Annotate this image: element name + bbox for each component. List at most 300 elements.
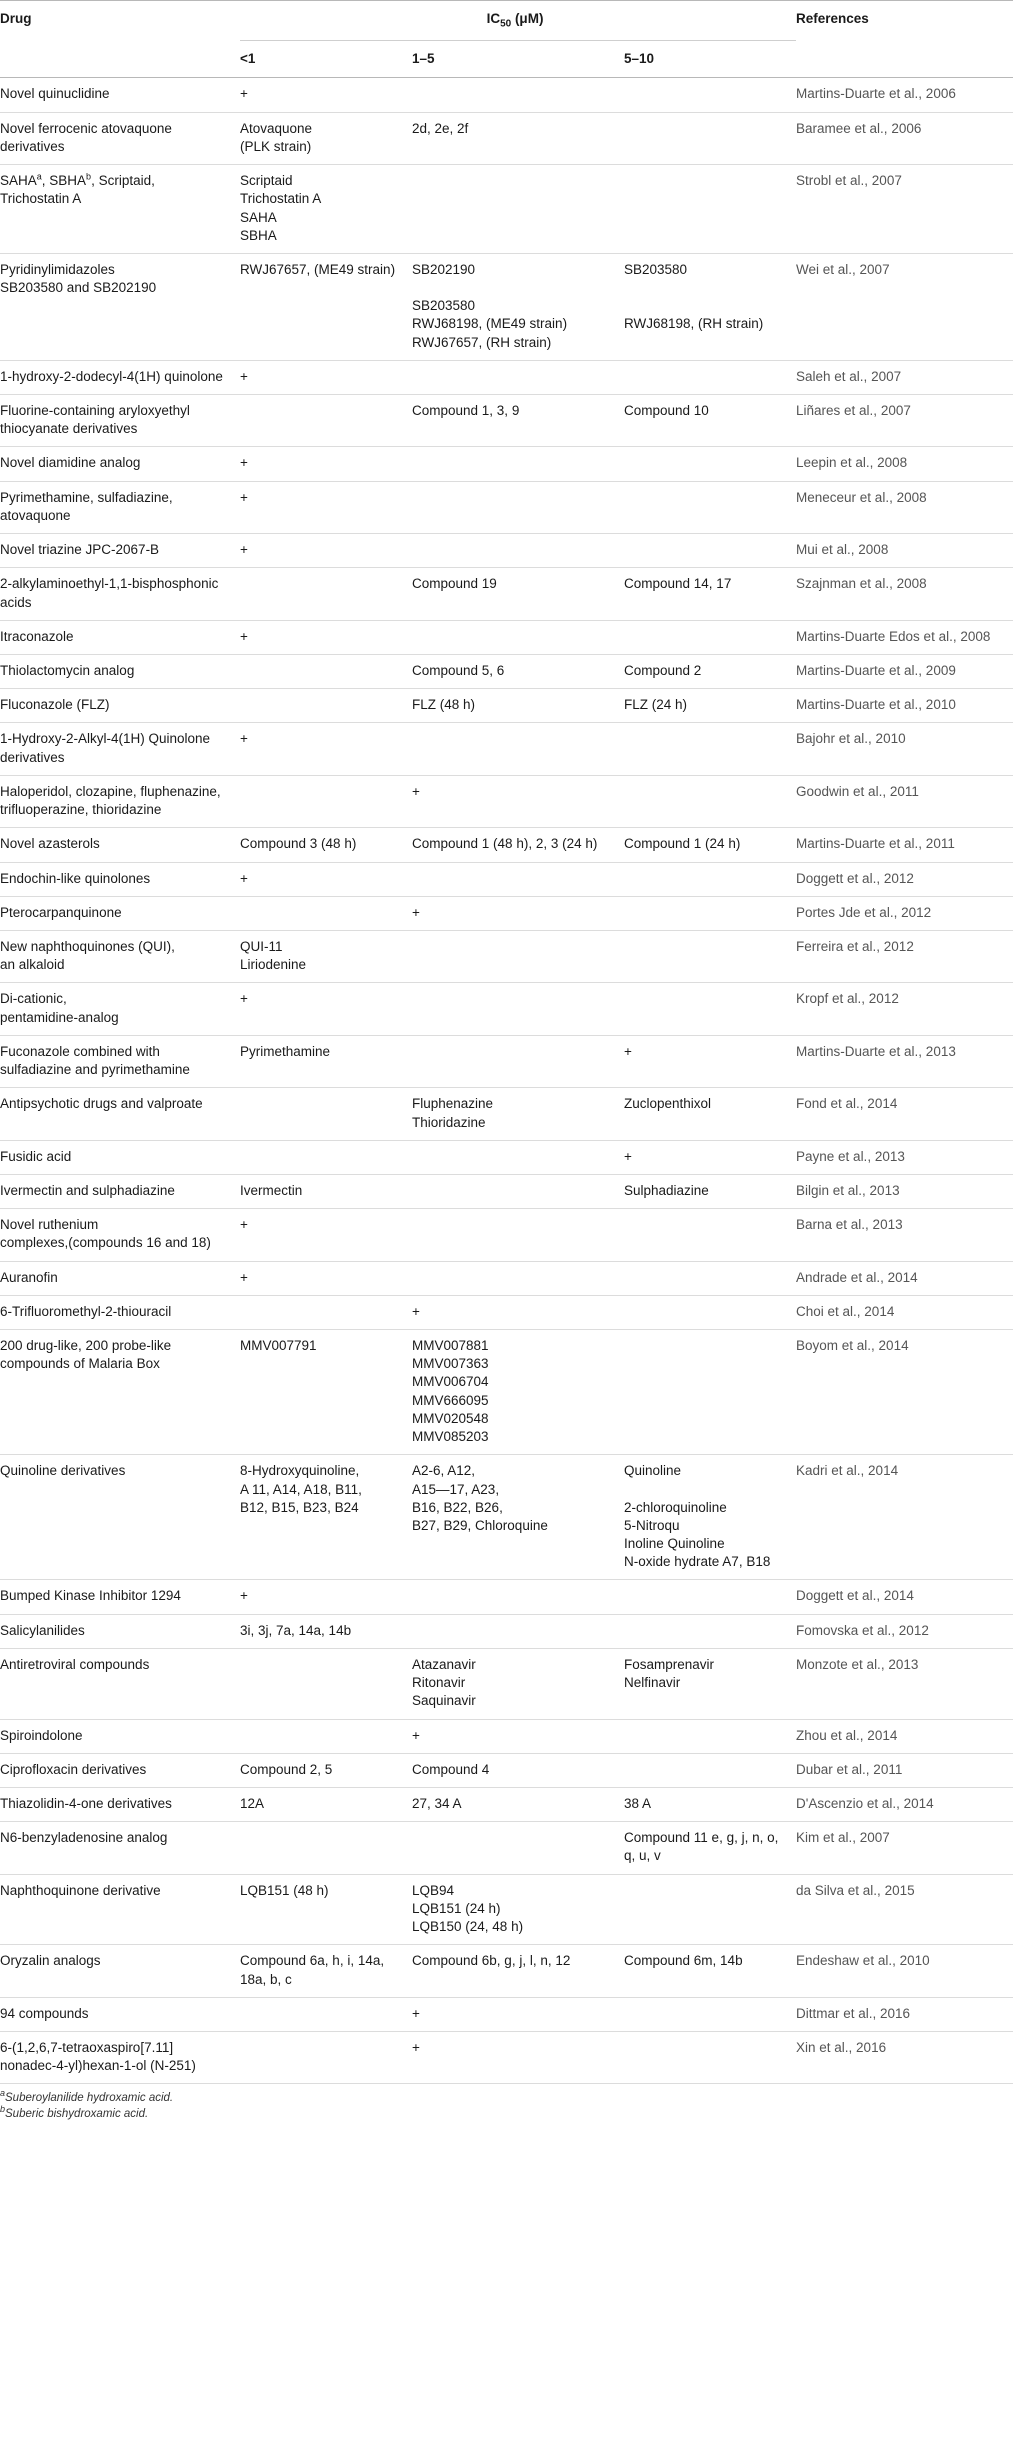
header-lt1: <1: [240, 41, 412, 78]
cell-line: Pyrimethamine: [240, 1043, 331, 1059]
cell-ic50-lt1: [240, 1261, 412, 1295]
cell-ic50-lt1: [240, 1580, 412, 1614]
cell-reference: Andrade et al., 2014: [796, 1261, 1013, 1295]
table-row: [0, 395, 1013, 447]
cell-ic50-5to10: [624, 1753, 796, 1787]
cell-reference: Bilgin et al., 2013: [796, 1174, 1013, 1208]
table-row: [0, 896, 1013, 930]
cell-reference: Bajohr et al., 2010: [796, 723, 1013, 775]
cell-line: Pterocarpanquinone: [0, 904, 122, 920]
cell-line: Quinoline derivatives: [0, 1463, 126, 1479]
cell-line: Antiretroviral compounds: [0, 1656, 150, 1672]
table-row: [0, 1945, 1013, 1997]
cell-ic50-lt1: [240, 165, 412, 254]
cell-line: 12A: [240, 1795, 265, 1811]
cell-line: RWJ67657, (ME49 strain): [240, 261, 396, 277]
cell-gap: [624, 279, 790, 297]
cell-ic50-1to5: [412, 395, 624, 447]
cell-line: nonadec-4-yl)hexan-1-ol (N-251): [0, 2058, 196, 2074]
cell-line: A15—17, A23,: [412, 1481, 500, 1497]
cell-ic50-lt1: [240, 360, 412, 394]
header-5to10: 5–10: [624, 41, 796, 78]
cell-line: Ivermectin: [240, 1182, 303, 1198]
cell-line: Atazanavir: [412, 1656, 476, 1672]
cell-line: compounds of Malaria Box: [0, 1356, 160, 1372]
cell-line: +: [240, 1217, 248, 1233]
cell-drug: [0, 165, 240, 254]
table-row: [0, 1035, 1013, 1087]
cell-gap: [624, 1481, 790, 1499]
header-ref-spacer: [796, 41, 1013, 78]
cell-line: 6-(1,2,6,7-tetraoxaspiro[7.11]: [0, 2039, 174, 2055]
cell-reference: Leepin et al., 2008: [796, 447, 1013, 481]
cell-line: (PLK strain): [240, 138, 312, 154]
cell-line: SBHA: [240, 227, 277, 243]
drug-name-part: , SBHA: [41, 173, 87, 189]
cell-ic50-1to5: [412, 112, 624, 164]
cell-line: Compound 19: [412, 576, 497, 592]
cell-line: A2-6, A12,: [412, 1463, 476, 1479]
cell-line: complexes,(compounds 16 and 18): [0, 1235, 211, 1251]
cell-reference: Endeshaw et al., 2010: [796, 1945, 1013, 1997]
cell-ic50-1to5: [412, 1753, 624, 1787]
cell-drug: [0, 1261, 240, 1295]
cell-line: atovaquone: [0, 507, 71, 523]
cell-reference: Payne et al., 2013: [796, 1140, 1013, 1174]
cell-line: sulfadiazine and pyrimethamine: [0, 1062, 190, 1078]
cell-ic50-lt1: [240, 568, 412, 620]
cell-ic50-5to10: [624, 1035, 796, 1087]
cell-line: Sulphadiazine: [624, 1182, 709, 1198]
table-row: [0, 1822, 1013, 1874]
cell-reference: da Silva et al., 2015: [796, 1874, 1013, 1945]
table-row: [0, 1209, 1013, 1261]
cell-line: 5-Nitroqu: [624, 1517, 680, 1533]
cell-line: Bumped Kinase Inhibitor 1294: [0, 1588, 181, 1604]
header-ic50: [240, 1, 796, 41]
cell-ic50-lt1: [240, 447, 412, 481]
cell-reference: Barna et al., 2013: [796, 1209, 1013, 1261]
cell-ic50-lt1: [240, 1874, 412, 1945]
cell-ic50-5to10: [624, 620, 796, 654]
cell-ic50-1to5: [412, 1455, 624, 1580]
cell-line: Thioridazine: [412, 1114, 486, 1130]
cell-ic50-lt1: [240, 1997, 412, 2031]
cell-ic50-5to10: [624, 689, 796, 723]
cell-drug: [0, 862, 240, 896]
cell-drug: [0, 78, 240, 112]
cell-ic50-1to5: [412, 620, 624, 654]
cell-line: MMV666095: [412, 1392, 489, 1408]
cell-ic50-lt1: [240, 534, 412, 568]
cell-ic50-1to5: [412, 896, 624, 930]
table-row: [0, 534, 1013, 568]
cell-drug: [0, 1035, 240, 1087]
cell-drug: [0, 1580, 240, 1614]
cell-ic50-1to5: [412, 1787, 624, 1821]
cell-drug: [0, 723, 240, 775]
cell-reference: D'Ascenzio et al., 2014: [796, 1787, 1013, 1821]
cell-gap: [412, 279, 618, 297]
cell-ic50-5to10: [624, 828, 796, 862]
cell-line: +: [412, 1727, 420, 1743]
table-row: [0, 1261, 1013, 1295]
cell-ic50-5to10: [624, 1174, 796, 1208]
cell-ic50-5to10: [624, 930, 796, 982]
cell-ic50-lt1: [240, 1455, 412, 1580]
header-1to5: 1–5: [412, 41, 624, 78]
cell-ic50-lt1: [240, 828, 412, 862]
cell-reference: Ferreira et al., 2012: [796, 930, 1013, 982]
cell-line: Oryzalin analogs: [0, 1953, 101, 1969]
cell-ic50-lt1: [240, 620, 412, 654]
cell-ic50-lt1: [240, 1787, 412, 1821]
table-row: [0, 1997, 1013, 2031]
cell-ic50-1to5: [412, 723, 624, 775]
cell-ic50-5to10: [624, 447, 796, 481]
cell-ic50-1to5: [412, 447, 624, 481]
cell-line: Ivermectin and sulphadiazine: [0, 1182, 175, 1198]
cell-reference: Strobl et al., 2007: [796, 165, 1013, 254]
table-row: [0, 1614, 1013, 1648]
table-row: [0, 1580, 1013, 1614]
cell-drug: [0, 930, 240, 982]
cell-line: Naphthoquinone derivative: [0, 1882, 161, 1898]
cell-line: Quinoline: [624, 1463, 682, 1479]
cell-ic50-5to10: [624, 1945, 796, 1997]
cell-line: Compound 2, 5: [240, 1761, 333, 1777]
cell-ic50-5to10: [624, 775, 796, 827]
cell-line: SAHA: [240, 209, 277, 225]
cell-ic50-lt1: [240, 862, 412, 896]
cell-ic50-5to10: [624, 1140, 796, 1174]
cell-ic50-5to10: [624, 1648, 796, 1719]
cell-drug: [0, 828, 240, 862]
cell-line: N6-benzyladenosine analog: [0, 1830, 168, 1846]
cell-line: +: [412, 1303, 420, 1319]
cell-ic50-1to5: [412, 1614, 624, 1648]
cell-ic50-5to10: [624, 983, 796, 1035]
table-row: [0, 775, 1013, 827]
cell-line: q, u, v: [624, 1848, 661, 1864]
cell-reference: Goodwin et al., 2011: [796, 775, 1013, 827]
cell-line: MMV007881: [412, 1338, 489, 1354]
cell-ic50-1to5: [412, 655, 624, 689]
cell-line: Compound 11 e, g, j, n, o,: [624, 1830, 779, 1846]
cell-line: FLZ (48 h): [412, 697, 476, 713]
cell-ic50-lt1: [240, 723, 412, 775]
cell-ic50-lt1: [240, 1140, 412, 1174]
table-row: [0, 655, 1013, 689]
cell-line: 2d, 2e, 2f: [412, 120, 469, 136]
table-body: [0, 78, 1013, 2084]
cell-ic50-lt1: [240, 2031, 412, 2083]
cell-reference: Boyom et al., 2014: [796, 1330, 1013, 1455]
cell-line: Novel triazine JPC-2067-B: [0, 542, 160, 558]
cell-drug: [0, 568, 240, 620]
header-ic50-subscript: 50: [500, 18, 512, 30]
cell-ic50-1to5: [412, 1580, 624, 1614]
cell-ic50-1to5: [412, 930, 624, 982]
cell-ic50-1to5: [412, 1822, 624, 1874]
cell-ic50-5to10: [624, 395, 796, 447]
cell-line: Compound 6b, g, j, l, n, 12: [412, 1953, 571, 1969]
cell-line: [0, 172, 234, 190]
cell-ic50-5to10: [624, 1614, 796, 1648]
cell-line: Salicylanilides: [0, 1622, 85, 1638]
cell-reference: Fomovska et al., 2012: [796, 1614, 1013, 1648]
cell-line: Trichostatin A: [240, 191, 322, 207]
table-row: [0, 930, 1013, 982]
cell-reference: Szajnman et al., 2008: [796, 568, 1013, 620]
cell-ic50-1to5: [412, 983, 624, 1035]
cell-line: B16, B22, B26,: [412, 1499, 503, 1515]
cell-drug: [0, 1174, 240, 1208]
table-row: [0, 828, 1013, 862]
cell-ic50-lt1: [240, 689, 412, 723]
cell-line: +: [624, 1148, 632, 1164]
cell-line: +: [412, 2005, 420, 2021]
cell-ic50-5to10: [624, 655, 796, 689]
cell-reference: Martins-Duarte et al., 2009: [796, 655, 1013, 689]
cell-line: Ciprofloxacin derivatives: [0, 1761, 147, 1777]
cell-line: Auranofin: [0, 1269, 58, 1285]
cell-drug: [0, 896, 240, 930]
header-drug-spacer: [0, 41, 240, 78]
cell-line: pentamidine-analog: [0, 1009, 119, 1025]
cell-drug: [0, 1140, 240, 1174]
table-row: [0, 1140, 1013, 1174]
cell-ic50-1to5: [412, 828, 624, 862]
cell-drug: [0, 1455, 240, 1580]
table-row: [0, 1787, 1013, 1821]
table-row: [0, 165, 1013, 254]
cell-drug: [0, 2031, 240, 2083]
cell-line: SB203580 and SB202190: [0, 280, 157, 296]
cell-line: Compound 1 (48 h), 2, 3 (24 h): [412, 836, 598, 852]
cell-line: 18a, b, c: [240, 1971, 292, 1987]
cell-ic50-lt1: [240, 896, 412, 930]
cell-line: +: [240, 368, 248, 384]
table-row: [0, 620, 1013, 654]
table-row: [0, 112, 1013, 164]
cell-ic50-lt1: [240, 775, 412, 827]
cell-line: Di-cationic,: [0, 991, 67, 1007]
cell-ic50-lt1: [240, 1719, 412, 1753]
cell-drug: [0, 775, 240, 827]
cell-ic50-5to10: [624, 165, 796, 254]
cell-reference: Xin et al., 2016: [796, 2031, 1013, 2083]
cell-line: Compound 1 (24 h): [624, 836, 741, 852]
drug-name-part: SAHA: [0, 173, 37, 189]
cell-reference: Dubar et al., 2011: [796, 1753, 1013, 1787]
cell-line: Inoline Quinoline: [624, 1536, 725, 1551]
cell-drug: [0, 689, 240, 723]
cell-drug: [0, 983, 240, 1035]
cell-line: Nelfinavir: [624, 1675, 681, 1691]
cell-reference: Martins-Duarte et al., 2006: [796, 78, 1013, 112]
cell-reference: Kadri et al., 2014: [796, 1455, 1013, 1580]
cell-line: 2-alkylaminoethyl-1,1-bisphosphonic: [0, 576, 219, 592]
cell-line: MMV020548: [412, 1410, 489, 1426]
cell-line: Scriptaid: [240, 173, 293, 189]
cell-line: +: [240, 731, 248, 747]
cell-line: +: [240, 455, 248, 471]
cell-line: an alkaloid: [0, 957, 65, 973]
cell-line: Fosamprenavir: [624, 1656, 715, 1672]
cell-line: LQB150 (24, 48 h): [412, 1919, 524, 1935]
cell-ic50-5to10: [624, 723, 796, 775]
cell-ic50-5to10: [624, 1874, 796, 1945]
cell-ic50-5to10: [624, 1295, 796, 1329]
footnote-a-mark: a: [0, 2088, 6, 2099]
cell-ic50-lt1: [240, 1945, 412, 1997]
cell-reference: Martins-Duarte et al., 2011: [796, 828, 1013, 862]
header-ic50-label: IC: [486, 11, 501, 26]
cell-ic50-5to10: [624, 1088, 796, 1140]
cell-ic50-1to5: [412, 568, 624, 620]
cell-reference: Fond et al., 2014: [796, 1088, 1013, 1140]
cell-line: SB203580: [412, 298, 476, 314]
cell-line: B27, B29, Chloroquine: [412, 1518, 548, 1533]
drug-name-part: , Scriptaid,: [91, 173, 155, 189]
cell-reference: Meneceur et al., 2008: [796, 481, 1013, 533]
cell-ic50-lt1: [240, 1295, 412, 1329]
cell-line: Novel quinuclidine: [0, 86, 110, 102]
cell-line: 38 A: [624, 1795, 652, 1811]
cell-reference: Martins-Duarte Edos et al., 2008: [796, 620, 1013, 654]
cell-ic50-5to10: [624, 253, 796, 360]
cell-ic50-lt1: [240, 1648, 412, 1719]
cell-ic50-5to10: [624, 2031, 796, 2083]
table-row: [0, 481, 1013, 533]
cell-reference: Martins-Duarte et al., 2010: [796, 689, 1013, 723]
table-row: [0, 568, 1013, 620]
cell-line: Fluphenazine: [412, 1096, 494, 1112]
cell-ic50-1to5: [412, 534, 624, 568]
cell-drug: [0, 1787, 240, 1821]
cell-ic50-lt1: [240, 1753, 412, 1787]
cell-line: B12, B15, B23, B24: [240, 1499, 359, 1515]
table-row: [0, 1174, 1013, 1208]
cell-ic50-1to5: [412, 1035, 624, 1087]
cell-line: A 11, A14, A18, B11,: [240, 1481, 362, 1497]
cell-line: trifluoperazine, thioridazine: [0, 802, 162, 818]
cell-drug: [0, 1874, 240, 1945]
cell-ic50-1to5: [412, 689, 624, 723]
cell-line: Compound 3 (48 h): [240, 836, 357, 852]
cell-reference: Monzote et al., 2013: [796, 1648, 1013, 1719]
cell-line: Novel ruthenium: [0, 1217, 99, 1233]
cell-drug: [0, 360, 240, 394]
cell-line: thiocyanate derivatives: [0, 421, 138, 437]
cell-ic50-5to10: [624, 1209, 796, 1261]
cell-line: Compound 6m, 14b: [624, 1953, 743, 1969]
cell-line: Haloperidol, clozapine, fluphenazine,: [0, 783, 221, 799]
cell-line: Compound 4: [412, 1761, 490, 1777]
footnote-b: [0, 2106, 1013, 2122]
cell-ic50-5to10: [624, 534, 796, 568]
cell-line: 3i, 3j, 7a, 14a, 14b: [240, 1622, 352, 1638]
cell-line: +: [240, 1588, 248, 1604]
cell-ic50-lt1: [240, 1209, 412, 1261]
cell-line: 1-hydroxy-2-dodecyl-4(1H) quinolone: [0, 368, 223, 384]
cell-ic50-5to10: [624, 568, 796, 620]
cell-line: MMV007363: [412, 1356, 489, 1372]
cell-drug: [0, 253, 240, 360]
cell-reference: Martins-Duarte et al., 2013: [796, 1035, 1013, 1087]
cell-reference: Choi et al., 2014: [796, 1295, 1013, 1329]
cell-line: New naphthoquinones (QUI),: [0, 938, 175, 954]
cell-ic50-lt1: [240, 1822, 412, 1874]
cell-ic50-lt1: [240, 395, 412, 447]
cell-line: LQB151 (48 h): [240, 1882, 329, 1898]
cell-line: Saquinavir: [412, 1693, 476, 1709]
footnote-b-text: Suberic bishydroxamic acid.: [5, 2108, 149, 2121]
cell-line: RWJ67657, (RH strain): [412, 334, 552, 350]
cell-line: derivatives: [0, 749, 65, 765]
cell-drug: [0, 1997, 240, 2031]
cell-line: acids: [0, 594, 32, 610]
cell-reference: Zhou et al., 2014: [796, 1719, 1013, 1753]
cell-drug: [0, 655, 240, 689]
footnote-marker: a: [36, 171, 42, 182]
table-row: [0, 723, 1013, 775]
cell-line: +: [240, 489, 248, 505]
cell-ic50-1to5: [412, 360, 624, 394]
cell-line: Fuconazole combined with: [0, 1043, 160, 1059]
cell-line: 94 compounds: [0, 2005, 89, 2021]
cell-line: +: [240, 86, 248, 102]
cell-ic50-1to5: [412, 1719, 624, 1753]
cell-ic50-lt1: [240, 1035, 412, 1087]
cell-ic50-1to5: [412, 253, 624, 360]
cell-line: Compound 2: [624, 663, 702, 678]
cell-ic50-1to5: [412, 1295, 624, 1329]
cell-drug: [0, 112, 240, 164]
cell-line: SB203580: [624, 261, 688, 277]
cell-reference: Doggett et al., 2014: [796, 1580, 1013, 1614]
cell-gap: [624, 297, 790, 315]
cell-line: QUI-11: [240, 938, 283, 954]
cell-ic50-5to10: [624, 481, 796, 533]
cell-drug: [0, 1295, 240, 1329]
cell-ic50-1to5: [412, 1874, 624, 1945]
cell-drug: [0, 1822, 240, 1874]
cell-ic50-1to5: [412, 78, 624, 112]
cell-line: 6-Trifluoromethyl-2-thiouracil: [0, 1303, 172, 1319]
cell-reference: Kropf et al., 2012: [796, 983, 1013, 1035]
cell-drug: [0, 1945, 240, 1997]
cell-ic50-5to10: [624, 360, 796, 394]
cell-line: 2-chloroquinoline: [624, 1499, 727, 1515]
cell-ic50-5to10: [624, 1330, 796, 1455]
table-row: [0, 78, 1013, 112]
cell-ic50-1to5: [412, 1088, 624, 1140]
cell-reference: Portes Jde et al., 2012: [796, 896, 1013, 930]
cell-ic50-lt1: [240, 1174, 412, 1208]
cell-line: MMV085203: [412, 1429, 489, 1445]
cell-reference: Liñares et al., 2007: [796, 395, 1013, 447]
cell-line: Compound 6a, h, i, 14a,: [240, 1953, 385, 1969]
cell-line: MMV007791: [240, 1338, 317, 1354]
cell-line: 8-Hydroxyquinoline,: [240, 1463, 360, 1479]
cell-line: 200 drug-like, 200 probe-like: [0, 1338, 172, 1354]
cell-ic50-5to10: [624, 78, 796, 112]
cell-ic50-lt1: [240, 78, 412, 112]
cell-ic50-5to10: [624, 112, 796, 164]
cell-reference: Wei et al., 2007: [796, 253, 1013, 360]
